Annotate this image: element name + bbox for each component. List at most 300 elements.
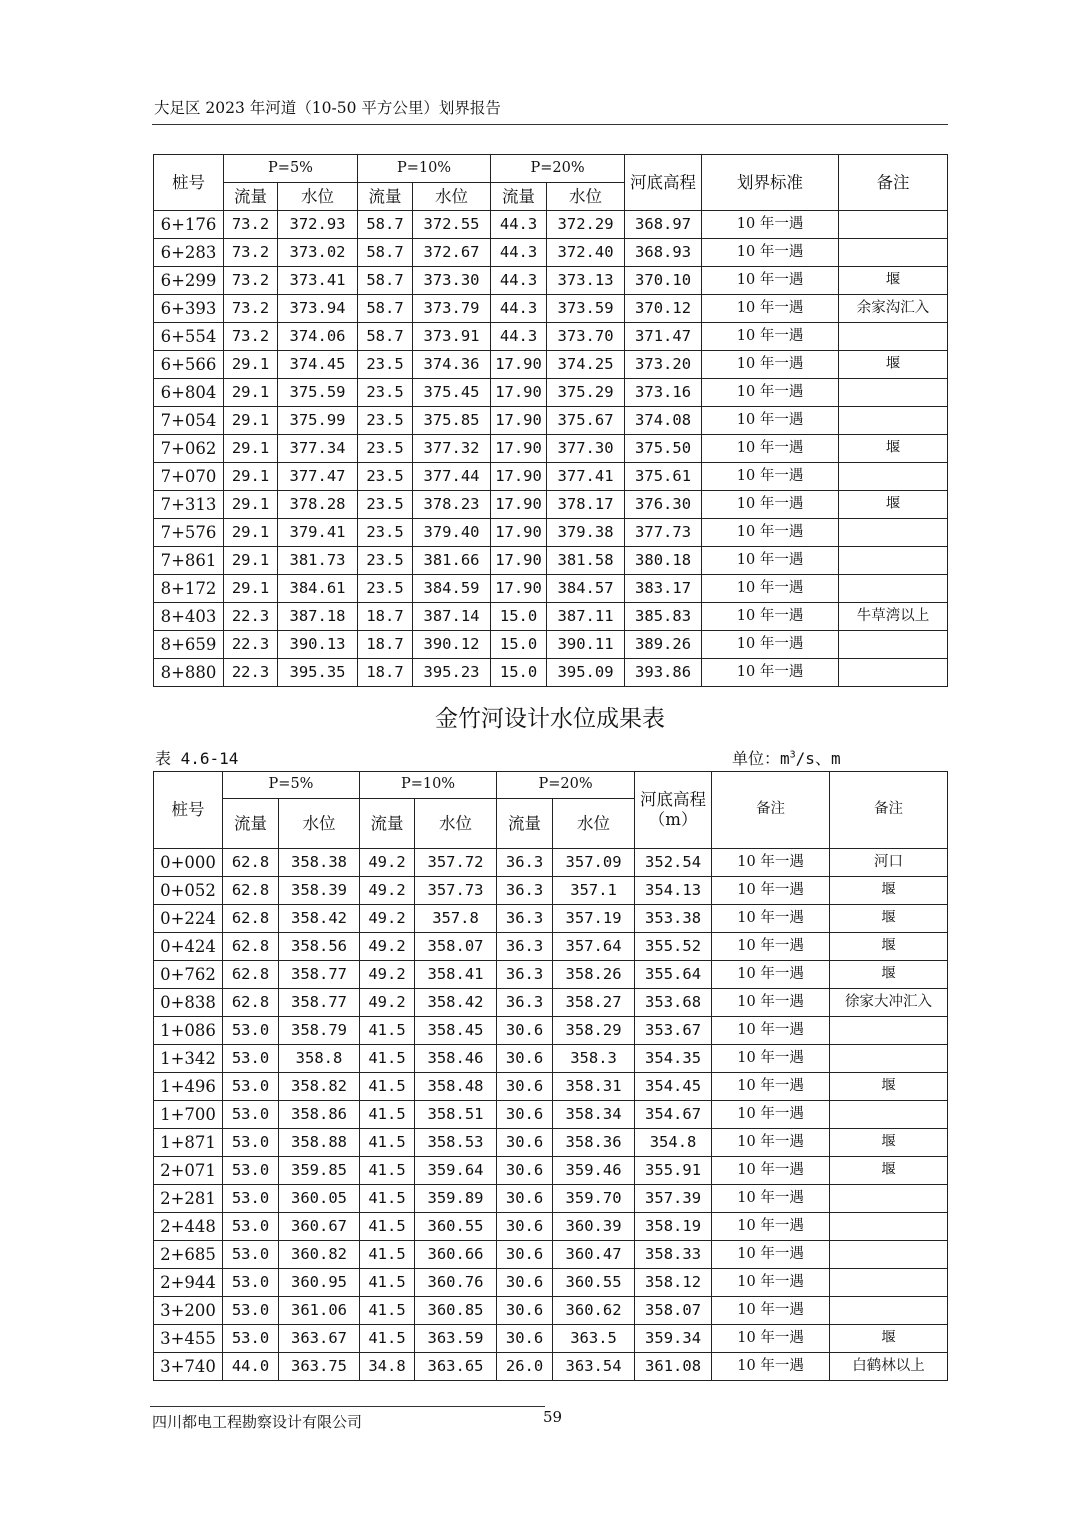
table-cell: 387.14 <box>413 603 491 631</box>
standard-cell: 10 年一遇 <box>702 463 839 491</box>
remark-cell: 白鹤林以上 <box>830 1353 948 1381</box>
standard-cell: 10 年一遇 <box>712 1297 830 1325</box>
station-cell: 7+576 <box>154 519 224 547</box>
header-bed-elevation: 河底高程 <box>625 155 702 211</box>
remark-cell: 堰 <box>830 877 948 905</box>
standard-cell: 10 年一遇 <box>702 547 839 575</box>
table-cell: 358.38 <box>279 849 360 877</box>
table-cell: 23.5 <box>358 463 413 491</box>
table-cell: 23.5 <box>358 407 413 435</box>
table-cell: 29.1 <box>224 379 278 407</box>
table-cell: 41.5 <box>360 1325 415 1353</box>
header-bed-elevation: 河底高程（m） <box>635 772 712 849</box>
remark-cell: 堰 <box>839 435 948 463</box>
jinzhu-river-water-level-table <box>153 771 948 1381</box>
header-remark-a: 备注 <box>712 772 830 849</box>
table-cell: 353.68 <box>635 989 712 1017</box>
table-cell: 44.3 <box>491 267 547 295</box>
table-cell: 381.66 <box>413 547 491 575</box>
table-cell: 358.45 <box>415 1017 497 1045</box>
table-cell: 22.3 <box>224 631 278 659</box>
table-cell: 373.16 <box>625 379 702 407</box>
table-cell: 360.47 <box>553 1241 635 1269</box>
header-p10: P=10% <box>358 155 491 183</box>
table-cell: 377.44 <box>413 463 491 491</box>
table-cell: 373.79 <box>413 295 491 323</box>
table-cell: 357.39 <box>635 1185 712 1213</box>
table-cell: 23.5 <box>358 575 413 603</box>
footer-rule <box>150 1406 545 1407</box>
table-cell: 377.32 <box>413 435 491 463</box>
table-cell: 376.30 <box>625 491 702 519</box>
table-cell: 49.2 <box>360 989 415 1017</box>
table-row <box>154 435 948 463</box>
table-cell: 358.46 <box>415 1045 497 1073</box>
standard-cell: 10 年一遇 <box>702 379 839 407</box>
header-station: 桩号 <box>154 155 224 211</box>
header-level: 水位 <box>415 799 497 849</box>
remark-cell <box>839 575 948 603</box>
table-cell: 372.29 <box>547 211 625 239</box>
standard-cell: 10 年一遇 <box>702 239 839 267</box>
table-cell: 41.5 <box>360 1241 415 1269</box>
unit-label <box>732 746 841 769</box>
table-cell: 358.36 <box>553 1129 635 1157</box>
standard-cell: 10 年一遇 <box>712 905 830 933</box>
standard-cell: 10 年一遇 <box>712 1325 830 1353</box>
table-cell: 53.0 <box>223 1241 279 1269</box>
table-cell: 18.7 <box>358 603 413 631</box>
table-cell: 36.3 <box>497 905 553 933</box>
station-cell: 6+176 <box>154 211 224 239</box>
table-cell: 379.38 <box>547 519 625 547</box>
table-cell: 377.41 <box>547 463 625 491</box>
header-station: 桩号 <box>154 772 223 849</box>
table-cell: 358.39 <box>279 877 360 905</box>
water-level-table-continued <box>153 154 948 687</box>
table-row <box>154 989 948 1017</box>
standard-cell: 10 年一遇 <box>712 1241 830 1269</box>
table-row <box>154 211 948 239</box>
table-cell: 379.41 <box>278 519 358 547</box>
station-cell: 6+566 <box>154 351 224 379</box>
table-cell: 373.70 <box>547 323 625 351</box>
table-cell: 41.5 <box>360 1185 415 1213</box>
table-cell: 53.0 <box>223 1129 279 1157</box>
table-cell: 373.20 <box>625 351 702 379</box>
station-cell: 6+299 <box>154 267 224 295</box>
table-cell: 17.90 <box>491 435 547 463</box>
table-cell: 62.8 <box>223 933 279 961</box>
remark-cell <box>839 547 948 575</box>
remark-cell <box>839 659 948 687</box>
remark-cell: 河口 <box>830 849 948 877</box>
table-cell: 395.35 <box>278 659 358 687</box>
table-cell: 358.88 <box>279 1129 360 1157</box>
remark-cell: 徐家大冲汇入 <box>830 989 948 1017</box>
table-cell: 363.54 <box>553 1353 635 1381</box>
standard-cell: 10 年一遇 <box>712 877 830 905</box>
table-cell: 41.5 <box>360 1297 415 1325</box>
table-cell: 360.82 <box>279 1241 360 1269</box>
table-row <box>154 1101 948 1129</box>
table-cell: 354.67 <box>635 1101 712 1129</box>
table-row <box>154 1045 948 1073</box>
table-cell: 58.7 <box>358 295 413 323</box>
running-header: 大足区 2023 年河道（10-50 平方公里）划界报告 <box>154 99 501 117</box>
table-cell: 381.73 <box>278 547 358 575</box>
table-row <box>154 379 948 407</box>
table-cell: 393.86 <box>625 659 702 687</box>
table-cell: 17.90 <box>491 379 547 407</box>
station-cell: 7+313 <box>154 491 224 519</box>
table-cell: 29.1 <box>224 575 278 603</box>
table-row <box>154 1325 948 1353</box>
station-cell: 6+393 <box>154 295 224 323</box>
table-row <box>154 1213 948 1241</box>
remark-cell <box>830 1241 948 1269</box>
table-cell: 358.56 <box>279 933 360 961</box>
table-cell: 29.1 <box>224 407 278 435</box>
table-cell: 360.62 <box>553 1297 635 1325</box>
table-cell: 41.5 <box>360 1157 415 1185</box>
table-cell: 30.6 <box>497 1241 553 1269</box>
table-cell: 375.67 <box>547 407 625 435</box>
table-cell: 30.6 <box>497 1017 553 1045</box>
table-cell: 358.33 <box>635 1241 712 1269</box>
table-cell: 44.3 <box>491 239 547 267</box>
station-cell: 3+740 <box>154 1353 223 1381</box>
remark-cell <box>830 1269 948 1297</box>
remark-cell: 堰 <box>830 961 948 989</box>
table-row <box>154 603 948 631</box>
header-remark-b: 备注 <box>830 772 948 849</box>
table-cell: 23.5 <box>358 351 413 379</box>
remark-cell <box>830 1297 948 1325</box>
table-cell: 374.36 <box>413 351 491 379</box>
table-cell: 363.65 <box>415 1353 497 1381</box>
standard-cell: 10 年一遇 <box>712 1157 830 1185</box>
remark-cell: 堰 <box>830 1129 948 1157</box>
table-cell: 358.34 <box>553 1101 635 1129</box>
table-cell: 358.31 <box>553 1073 635 1101</box>
table-cell: 360.39 <box>553 1213 635 1241</box>
table-cell: 53.0 <box>223 1185 279 1213</box>
table-cell: 49.2 <box>360 849 415 877</box>
table-cell: 17.90 <box>491 519 547 547</box>
standard-cell: 10 年一遇 <box>702 603 839 631</box>
station-cell: 1+496 <box>154 1073 223 1101</box>
station-cell: 7+054 <box>154 407 224 435</box>
table-cell: 357.09 <box>553 849 635 877</box>
remark-cell: 堰 <box>830 933 948 961</box>
standard-cell: 10 年一遇 <box>702 575 839 603</box>
table-cell: 390.12 <box>413 631 491 659</box>
table-row <box>154 1157 948 1185</box>
standard-cell: 10 年一遇 <box>712 1213 830 1241</box>
table-cell: 29.1 <box>224 351 278 379</box>
table-cell: 359.89 <box>415 1185 497 1213</box>
table-cell: 44.0 <box>223 1353 279 1381</box>
table-cell: 389.26 <box>625 631 702 659</box>
header-standard: 划界标准 <box>702 155 839 211</box>
table-cell: 360.85 <box>415 1297 497 1325</box>
table-cell: 29.1 <box>224 519 278 547</box>
table-cell: 30.6 <box>497 1101 553 1129</box>
table-cell: 53.0 <box>223 1101 279 1129</box>
table-cell: 375.85 <box>413 407 491 435</box>
table-cell: 358.86 <box>279 1101 360 1129</box>
table-cell: 384.59 <box>413 575 491 603</box>
table-cell: 379.40 <box>413 519 491 547</box>
table-cell: 378.23 <box>413 491 491 519</box>
table-cell: 34.8 <box>360 1353 415 1381</box>
footer-company: 四川都电工程勘察设计有限公司 <box>152 1413 363 1431</box>
table-cell: 354.35 <box>635 1045 712 1073</box>
table-cell: 360.05 <box>279 1185 360 1213</box>
table-cell: 360.95 <box>279 1269 360 1297</box>
table-cell: 357.1 <box>553 877 635 905</box>
table-row <box>154 239 948 267</box>
table-cell: 357.19 <box>553 905 635 933</box>
standard-cell: 10 年一遇 <box>712 849 830 877</box>
standard-cell: 10 年一遇 <box>712 1073 830 1101</box>
table-cell: 358.77 <box>279 989 360 1017</box>
table-cell: 387.11 <box>547 603 625 631</box>
station-cell: 1+871 <box>154 1129 223 1157</box>
table-cell: 368.93 <box>625 239 702 267</box>
header-level: 水位 <box>278 183 358 211</box>
table-cell: 372.93 <box>278 211 358 239</box>
remark-cell <box>830 1185 948 1213</box>
table-row <box>154 1297 948 1325</box>
table-cell: 377.34 <box>278 435 358 463</box>
table-cell: 58.7 <box>358 211 413 239</box>
remark-cell: 堰 <box>830 1325 948 1353</box>
standard-cell: 10 年一遇 <box>702 491 839 519</box>
table-cell: 15.0 <box>491 631 547 659</box>
table-row <box>154 463 948 491</box>
table-cell: 358.48 <box>415 1073 497 1101</box>
standard-cell: 10 年一遇 <box>712 1269 830 1297</box>
remark-cell <box>830 1101 948 1129</box>
table-cell: 358.82 <box>279 1073 360 1101</box>
table-row <box>154 267 948 295</box>
table-cell: 359.64 <box>415 1157 497 1185</box>
remark-cell <box>839 211 948 239</box>
table-cell: 358.53 <box>415 1129 497 1157</box>
table-cell: 23.5 <box>358 491 413 519</box>
table-cell: 360.55 <box>553 1269 635 1297</box>
table-cell: 387.18 <box>278 603 358 631</box>
standard-cell: 10 年一遇 <box>702 267 839 295</box>
table-cell: 41.5 <box>360 1017 415 1045</box>
table-cell: 375.29 <box>547 379 625 407</box>
table-cell: 58.7 <box>358 267 413 295</box>
table-cell: 357.64 <box>553 933 635 961</box>
table-number: 表 4.6-14 <box>155 749 239 768</box>
station-cell: 1+700 <box>154 1101 223 1129</box>
table-cell: 36.3 <box>497 961 553 989</box>
station-cell: 0+762 <box>154 961 223 989</box>
table-cell: 384.57 <box>547 575 625 603</box>
table-cell: 358.3 <box>553 1045 635 1073</box>
station-cell: 8+659 <box>154 631 224 659</box>
table-row <box>154 519 948 547</box>
remark-cell <box>839 323 948 351</box>
table-cell: 53.0 <box>223 1045 279 1073</box>
table-row <box>154 295 948 323</box>
table-cell: 359.85 <box>279 1157 360 1185</box>
station-cell: 2+281 <box>154 1185 223 1213</box>
table-cell: 358.8 <box>279 1045 360 1073</box>
table-cell: 53.0 <box>223 1073 279 1101</box>
remark-cell <box>830 1045 948 1073</box>
standard-cell: 10 年一遇 <box>712 933 830 961</box>
table-cell: 58.7 <box>358 323 413 351</box>
table-cell: 374.45 <box>278 351 358 379</box>
table-cell: 353.67 <box>635 1017 712 1045</box>
table-cell: 49.2 <box>360 905 415 933</box>
remark-cell: 堰 <box>839 267 948 295</box>
table-cell: 358.07 <box>415 933 497 961</box>
table-cell: 53.0 <box>223 1297 279 1325</box>
table-cell: 372.55 <box>413 211 491 239</box>
table-cell: 359.70 <box>553 1185 635 1213</box>
table-cell: 363.5 <box>553 1325 635 1353</box>
table-cell: 360.66 <box>415 1241 497 1269</box>
table-cell: 26.0 <box>497 1353 553 1381</box>
table-cell: 49.2 <box>360 877 415 905</box>
station-cell: 3+455 <box>154 1325 223 1353</box>
table-row <box>154 323 948 351</box>
table-row <box>154 575 948 603</box>
table-cell: 360.55 <box>415 1213 497 1241</box>
table-cell: 357.73 <box>415 877 497 905</box>
table-cell: 361.08 <box>635 1353 712 1381</box>
table-cell: 373.59 <box>547 295 625 323</box>
header-flow: 流量 <box>497 799 553 849</box>
header-remark: 备注 <box>839 155 948 211</box>
table-row <box>154 1185 948 1213</box>
table-cell: 358.29 <box>553 1017 635 1045</box>
table-cell: 361.06 <box>279 1297 360 1325</box>
page-number: 59 <box>543 1408 563 1426</box>
remark-cell <box>839 631 948 659</box>
table-cell: 44.3 <box>491 211 547 239</box>
header-flow: 流量 <box>223 799 279 849</box>
standard-cell: 10 年一遇 <box>712 1353 830 1381</box>
table-cell: 375.61 <box>625 463 702 491</box>
table-cell: 17.90 <box>491 575 547 603</box>
table-cell: 368.97 <box>625 211 702 239</box>
table-cell: 49.2 <box>360 933 415 961</box>
table-cell: 22.3 <box>224 603 278 631</box>
station-cell: 0+224 <box>154 905 223 933</box>
table-cell: 390.13 <box>278 631 358 659</box>
standard-cell: 10 年一遇 <box>702 435 839 463</box>
table-cell: 358.42 <box>415 989 497 1017</box>
table-row <box>154 1017 948 1045</box>
remark-cell <box>839 239 948 267</box>
standard-cell: 10 年一遇 <box>702 659 839 687</box>
table-title: 金竹河设计水位成果表 <box>435 706 665 732</box>
table-row <box>154 1073 948 1101</box>
table-cell: 358.42 <box>279 905 360 933</box>
table-cell: 353.38 <box>635 905 712 933</box>
table-cell: 358.12 <box>635 1269 712 1297</box>
table-cell: 73.2 <box>224 323 278 351</box>
table-cell: 375.45 <box>413 379 491 407</box>
table-cell: 62.8 <box>223 905 279 933</box>
remark-cell <box>839 519 948 547</box>
table-cell: 44.3 <box>491 323 547 351</box>
table-cell: 23.5 <box>358 547 413 575</box>
table-cell: 384.61 <box>278 575 358 603</box>
standard-cell: 10 年一遇 <box>702 351 839 379</box>
remark-cell <box>839 407 948 435</box>
table-cell: 41.5 <box>360 1269 415 1297</box>
standard-cell: 10 年一遇 <box>702 323 839 351</box>
table-cell: 53.0 <box>223 1269 279 1297</box>
station-cell: 0+052 <box>154 877 223 905</box>
table-cell: 30.6 <box>497 1157 553 1185</box>
table-cell: 18.7 <box>358 631 413 659</box>
table-cell: 363.59 <box>415 1325 497 1353</box>
table-cell: 41.5 <box>360 1045 415 1073</box>
header-level: 水位 <box>413 183 491 211</box>
table-row <box>154 659 948 687</box>
standard-cell: 10 年一遇 <box>712 1129 830 1157</box>
standard-cell: 10 年一遇 <box>702 211 839 239</box>
station-cell: 6+283 <box>154 239 224 267</box>
table-cell: 29.1 <box>224 547 278 575</box>
station-cell: 1+086 <box>154 1017 223 1045</box>
table-cell: 30.6 <box>497 1129 553 1157</box>
station-cell: 0+424 <box>154 933 223 961</box>
table-cell: 17.90 <box>491 407 547 435</box>
table-cell: 359.34 <box>635 1325 712 1353</box>
table-cell: 358.77 <box>279 961 360 989</box>
table-cell: 17.90 <box>491 351 547 379</box>
table-cell: 49.2 <box>360 961 415 989</box>
remark-cell: 堰 <box>839 351 948 379</box>
table-cell: 354.45 <box>635 1073 712 1101</box>
standard-cell: 10 年一遇 <box>702 407 839 435</box>
table-cell: 30.6 <box>497 1073 553 1101</box>
standard-cell: 10 年一遇 <box>712 1101 830 1129</box>
remark-cell: 堰 <box>839 491 948 519</box>
table-row <box>154 407 948 435</box>
remark-cell: 牛草湾以上 <box>839 603 948 631</box>
table-cell: 355.91 <box>635 1157 712 1185</box>
table-cell: 358.07 <box>635 1297 712 1325</box>
header-p5: P=5% <box>224 155 358 183</box>
table-cell: 29.1 <box>224 463 278 491</box>
header-flow: 流量 <box>358 183 413 211</box>
table-cell: 30.6 <box>497 1213 553 1241</box>
station-cell: 7+861 <box>154 547 224 575</box>
table-row <box>154 961 948 989</box>
table-cell: 15.0 <box>491 603 547 631</box>
table-cell: 15.0 <box>491 659 547 687</box>
remark-cell <box>839 379 948 407</box>
table-cell: 370.10 <box>625 267 702 295</box>
header-flow: 流量 <box>224 183 278 211</box>
table-cell: 73.2 <box>224 295 278 323</box>
table-cell: 395.23 <box>413 659 491 687</box>
station-cell: 0+838 <box>154 989 223 1017</box>
